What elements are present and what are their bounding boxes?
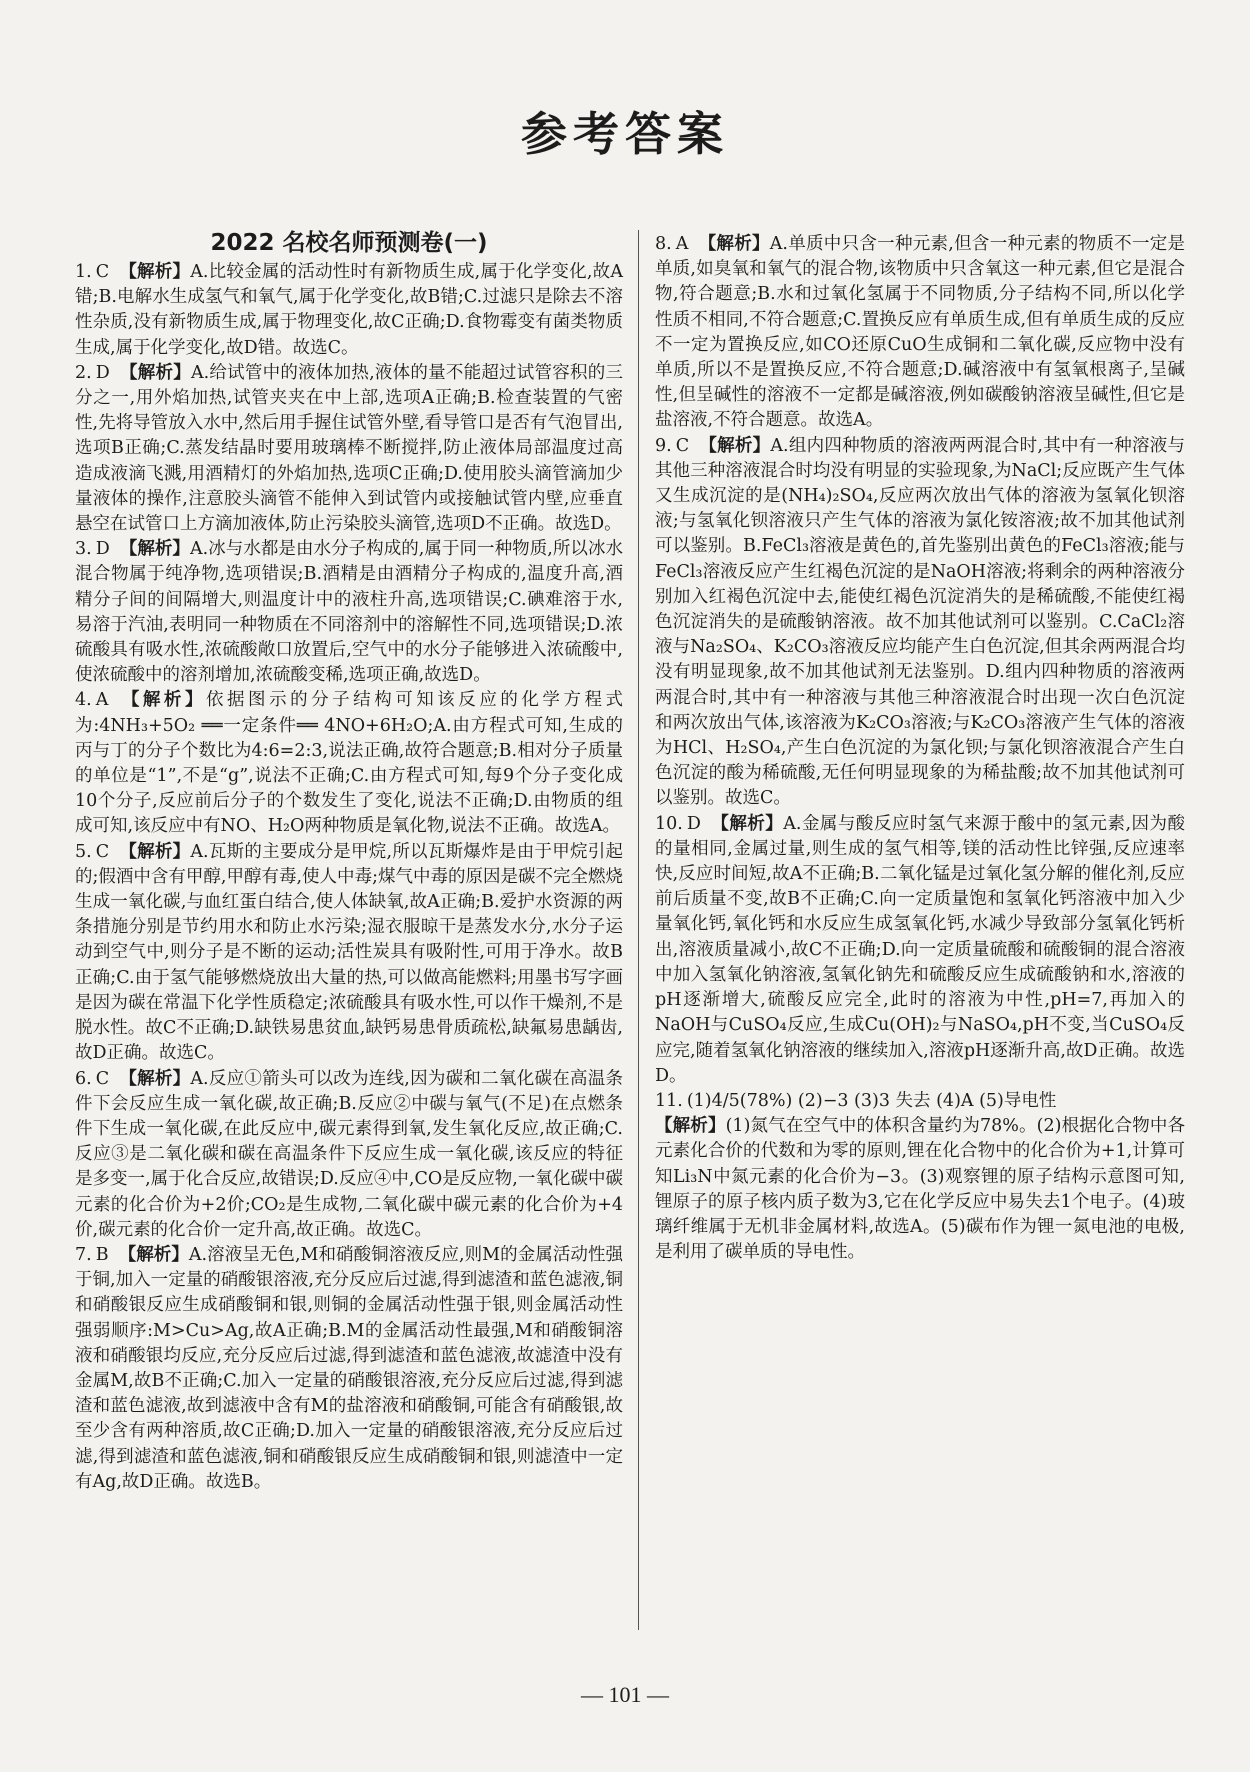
answer-item-4: 4. A 【解析】依据图示的分子结构可知该反应的化学方程式为:4NH₃+5O₂ ══一定条件══ 4NO+6H₂O;A.由方程式可知,生成的丙与丁的分子个数比为4:6=2:3,说法正确,故符合题意;B.相对分子质量的单位是“1”,不是“g”,说法不正确;C.由方程式可知,每9个分子变化成10个分子,反应前后分子的个数发生了变化,说法不正确;D.由物质的组成可知,该反应中有NO、H₂O两种物质是氧化物,说法不正确。故选A。 xyxy=(75,690,624,837)
page-number: — 101 — xyxy=(581,1682,669,1707)
answer-item-10: 10. D 【解析】A.金属与酸反应时氢气来源于酸中的氢元素,因为酸的量相同,金属过量,则生成的氢气相等,镁的活动性比锌强,反应速率快,反应时间短,故A不正确;B.二氧化锰是过氧化氢分解的催化剂,反应前后质量不变,故B不正确;C.向一定质量饱和氢氧化钙溶液中加入少量氧化钙,氧化钙和水反应生成氢氧化钙,水减少导致部分氢氧化钙析出,溶液质量减小,故C不正确;D.向一定质量硫酸和硫酸铜的混合溶液中加入氢氧化钠溶液,氢氧化钠先和硫酸反应生成硫酸钠和水,溶液的pH逐渐增大,硫酸反应完全,此时的溶液为中性,pH=7,再加入的NaOH与CuSO₄反应,生成Cu(OH)₂与NaSO₄,pH不变,当CuSO₄反应完,随着氢氧化钠溶液的继续加入,溶液pH逐渐升高,故D正确。故选D。 xyxy=(655,813,1186,1086)
page-title: 参考答案 xyxy=(521,107,729,161)
answer-item-3: 3. D 【解析】A.冰与水都是由水分子构成的,属于同一种物质,所以冰水混合物属于纯净物,选项错误;B.酒精是由酒精分子构成的,温度升高,酒精分子间的间隔增大,则温度计中的液柱升高,选项错误;C.碘难溶于水,易溶于汽油,表明同一种物质在不同溶剂中的溶解性不同,选项错误;D.浓硫酸具有吸水性,浓硫酸敞口放置后,空气中的水分子能够进入浓硫酸中,使浓硫酸中的溶剂增加,浓硫酸变稀,选项正确,故选D。 xyxy=(75,539,624,686)
answer-item-5: 5. C 【解析】A.瓦斯的主要成分是甲烷,所以瓦斯爆炸是由于甲烷引起的;假酒中含有甲醇,甲醇有毒,使人中毒;煤气中毒的原因是碳不完全燃烧生成一氧化碳,与血红蛋白结合,使人体缺氧,故A正确;B.爱护水资源的两条措施分别是节约用水和防止水污染;湿衣服晾干是蒸发水分,水分子运动到空气中,则分子是不断的运动;活性炭具有吸附性,可用于净水。故B正确;C.由于氢气能够燃烧放出大量的热,可以做高能燃料;用墨书写字画是因为碳在常温下化学性质稳定;浓硫酸具有吸水性,可以作干燥剂,不是脱水性。故C不正确;D.缺铁易患贫血,缺钙易患骨质疏松,缺氟易患龋齿,故D正确。故选C。 xyxy=(75,841,624,1064)
answer-item-11: 11. (1)4/5(78%) (2)−3 (3)3 失去 (4)A (5)导电性 【解析】(1)氮气在空气中的体积含量约为78%。(2)根据化合物中各元素化合价的代数和为零的原则,锂在化合物中的化合价为+1,计算可知Li₃N中氮元素的化合价为−3。(3)观察锂的原子结构示意图可知,锂原子的原子核内质子数为3,它在化学反应中易失去1个电子。(4)玻璃纤维属于无机非金属材料,故选A。(5)碳布作为锂一氮电池的电极,是利用了碳单质的导电性。 xyxy=(655,1090,1186,1263)
answer-item-1: 1. C 【解析】A.比较金属的活动性时有新物质生成,属于化学变化,故A错;B.电解水生成氢气和氧气,属于化学变化,故B错;C.过滤只是除去不溶性杂质,没有新物质生成,属于物理变化,故C正确;D.食物霉变有菌类物质生成,属于化学变化,故D错。故选C。 xyxy=(75,262,623,358)
section-title: 2022 名校名师预测卷(一) xyxy=(210,230,488,256)
answer-item-9: 9. C 【解析】A.组内四种物质的溶液两两混合时,其中有一种溶液与其他三种溶液混合时均没有明显的实验现象,为NaCl;反应既产生气体又生成沉淀的是(NH₄)₂SO₄,反应两次放出气体的溶液为氢氧化钡溶液;与氢氧化钡溶液只产生气体的溶液为氯化铵溶液;故不加其他试剂可以鉴别。B.FeCl₃溶液是黄色的,首先鉴别出黄色的FeCl₃溶液;能与FeCl₃溶液反应产生红褐色沉淀的是NaOH溶液;将剩余的两种溶液分别加入红褐色沉淀中去,能使红褐色沉淀消失的是稀硫酸,不能使红褐色沉淀消失的是硫酸钠溶液。故不加其他试剂可以鉴别。C.CaCl₂溶液与Na₂SO₄、K₂CO₃溶液反应均能产生白色沉淀,但其余两两混合均没有明显现象,故不加其他试剂无法鉴别。D.组内四种物质的溶液两两混合时,其中有一种溶液与其他三种溶液混合时出现一次白色沉淀和两次放出气体,该溶液为K₂CO₃溶液;与K₂CO₃溶液产生气体的溶液为HCl、H₂SO₄,产生白色沉淀的为氯化钡;与氯化钡溶液混合产生白色沉淀的酸为稀硫酸,无任何明显现象的为稀盐酸;故不加其他试剂可以鉴别。故选C。 xyxy=(655,435,1186,809)
answer-item-8: 8. A 【解析】A.单质中只含一种元素,但含一种元素的物质不一定是单质,如臭氧和氧气的混合物,该物质中只含氧这一种元素,但它是混合物,符合题意;B.水和过氧化氢属于不同物质,分子结构不同,所以化学性质不相同,不符合题意;C.置换反应有单质生成,但有单质生成的反应不一定为置换反应,如CO还原CuO生成铜和二氧化碳,反应物中没有单质,所以不是置换反应,不符合题意;D.碱溶液中有氢氧根离子,呈碱性,但呈碱性的溶液不一定都是碱溶液,例如碳酸钠溶液呈碱性,但它是盐溶液,不符合题意。故选A。 xyxy=(655,234,1186,431)
column-divider xyxy=(638,230,639,1630)
answer-item-7: 7. B 【解析】A.溶液呈无色,M和硝酸铜溶液反应,则M的金属活动性强于铜,加入一定量的硝酸银溶液,充分反应后过滤,得到滤渣和蓝色滤液,铜和硝酸银反应生成硝酸铜和银,则铜的金属活动性强于银,则金属活动性强弱顺序:M>Cu>Ag,故A正确;B.M的金属活动性最强,M和硝酸铜溶液和硝酸银均反应,充分反应后过滤,得到滤渣和蓝色滤液,故滤渣中没有金属M,故B不正确;C.加入一定量的硝酸银溶液,充分反应后过滤,得到滤渣和蓝色滤液,故到滤液中含有M的盐溶液和硝酸铜,可能含有硝酸银,故至少含有两种溶质,故C正确;D.加入一定量的硝酸银溶液,充分反应后过滤,得到滤渣和蓝色滤液,铜和硝酸银反应生成硝酸铜和银,则滤渣中一定有Ag,故D正确。故选B。 xyxy=(75,1244,624,1492)
right-column xyxy=(655,232,1185,1265)
answer-item-6: 6. C 【解析】A.反应①箭头可以改为连线,因为碳和二氧化碳在高温条件下会反应生成一氧化碳,故正确;B.反应②中碳与氧气(不足)在点燃条件下生成一氧化碳,在此反应中,碳元素得到氧,发生氧化反应,故正确;C.反应③是二氧化碳和碳在高温条件下反应生成一氧化碳,该反应的特征是多变一,属于化合反应,故错误;D.反应④中,CO是反应物,一氧化碳中碳元素的化合价为+2价;CO₂是生成物,二氧化碳中碳元素的化合价为+4价,碳元素的化合价一定升高,故正确。故选C。 xyxy=(75,1068,624,1240)
left-column xyxy=(75,232,623,1495)
answer-item-2: 2. D 【解析】A.给试管中的液体加热,液体的量不能超过试管容积的三分之一,用外焰加热,试管夹夹在中上部,选项A正确;B.检查装置的气密性,先将导管放入水中,然后用手握住试管外壁,看导管口是否有气泡冒出,选项B正确;C.蒸发结晶时要用玻璃棒不断搅拌,防止液体局部温度过高造成液滴飞溅,用酒精灯的外焰加热,选项C正确;D.使用胶头滴管滴加少量液体的操作,注意胶头滴管不能伸入到试管内或接触试管内壁,应垂直悬空在试管口上方滴加液体,防止污染胶头滴管,选项D不正确。故选D。 xyxy=(75,362,624,535)
